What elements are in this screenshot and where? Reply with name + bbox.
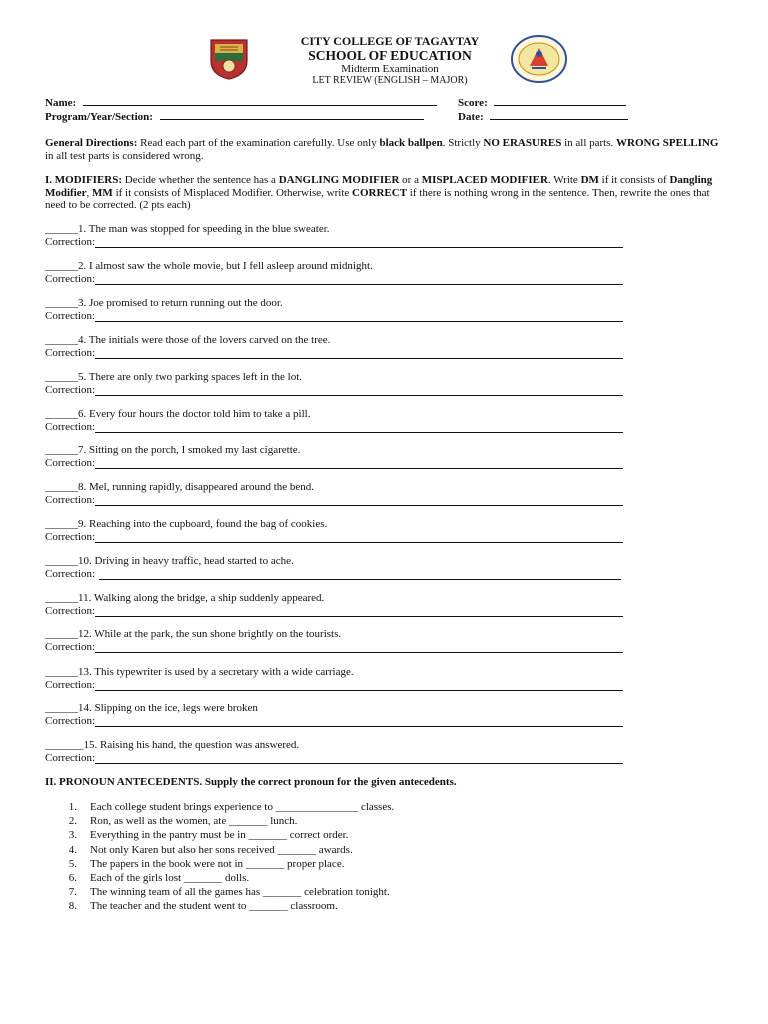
college-name: CITY COLLEGE OF TAGAYTAY	[300, 34, 480, 48]
correction-row	[45, 457, 645, 470]
date-label: Date:	[458, 111, 484, 123]
item-question: ______3. Joe promised to return running out the door.	[45, 297, 283, 309]
item-question: ______10. Driving in heavy traffic, head started to ache.	[45, 555, 294, 567]
modifier-item	[45, 444, 645, 469]
modifier-item	[45, 555, 645, 580]
program-field[interactable]	[160, 110, 424, 120]
pronoun-item	[45, 800, 645, 814]
pronoun-item	[45, 857, 645, 871]
correction-line[interactable]	[95, 275, 623, 285]
correction-label: Correction:	[45, 714, 96, 727]
pronoun-item	[45, 871, 645, 885]
pronoun-item-text: Each college student brings experience to _______________ classes.	[90, 801, 395, 813]
pronoun-item-number: 2.	[68, 815, 77, 828]
document-header	[230, 34, 550, 87]
correction-label: Correction:	[45, 567, 96, 580]
pronoun-item-number: 6.	[68, 872, 77, 885]
name-row	[45, 96, 437, 110]
pronoun-item	[45, 885, 645, 899]
directions-bold-2: NO ERASURES	[483, 137, 562, 149]
correction-row	[45, 273, 645, 286]
s1-text-5: ,	[86, 186, 93, 199]
pronoun-item-number: 1.	[68, 801, 77, 813]
modifier-item	[45, 702, 645, 727]
correction-row	[45, 421, 645, 434]
correction-row	[45, 494, 645, 507]
correction-row	[45, 679, 645, 692]
modifier-item	[45, 666, 645, 691]
correction-row	[45, 752, 645, 765]
pronoun-item-text: The winning team of all the games has _______ celebration tonight.	[90, 886, 390, 899]
correction-line[interactable]	[99, 570, 621, 580]
school-name: SCHOOL OF EDUCATION	[308, 48, 472, 63]
modifier-item	[45, 481, 645, 506]
correction-label: Correction:	[45, 346, 96, 359]
correction-line[interactable]	[95, 459, 623, 469]
name-field[interactable]	[83, 96, 437, 106]
item-question: ______5. There are only two parking spaces left in the lot.	[45, 371, 303, 383]
correction-label: Correction:	[45, 309, 96, 322]
modifier-item	[45, 297, 645, 322]
correction-row	[45, 605, 645, 618]
s1-text-6: if it consists of Misplaced Modifier. Otherwise, write	[112, 186, 353, 199]
correction-row	[45, 310, 645, 323]
pronoun-item-number: 3.	[68, 829, 77, 842]
pronoun-item-number: 5.	[68, 857, 77, 870]
modifier-item	[45, 223, 645, 248]
pronoun-item-text: Everything in the pantry must be in _______ correct order.	[90, 829, 349, 842]
item-question: ______8. Mel, running rapidly, disappeared around the bend.	[45, 481, 315, 493]
s1-bold-4: DM	[580, 174, 599, 186]
pronoun-item-text: Ron, as well as the women, ate _______ lunch.	[90, 815, 298, 828]
correction-label: Correction:	[45, 640, 96, 653]
directions-text-1: Read each part of the examination carefully. Use only	[137, 137, 380, 149]
correction-row	[45, 568, 645, 581]
item-question: ______13. This typewriter is used by a secretary with a wide carriage.	[45, 666, 354, 678]
correction-line[interactable]	[95, 423, 623, 433]
correction-row	[45, 641, 645, 654]
item-question: ______14. Slipping on the ice, legs were broken	[45, 702, 258, 714]
correction-row	[45, 236, 645, 249]
name-label: Name:	[45, 97, 77, 109]
correction-label: Correction:	[45, 751, 96, 764]
pronoun-item	[45, 899, 645, 913]
directions-text-2: . Strictly	[442, 137, 484, 149]
correction-label: Correction:	[45, 456, 96, 469]
section1-instructions	[45, 174, 725, 212]
pronoun-item	[45, 814, 645, 828]
modifier-item	[45, 518, 645, 543]
item-question: ______6. Every four hours the doctor told him to take a pill.	[45, 408, 311, 420]
correction-line[interactable]	[95, 386, 623, 396]
pronoun-item-number: 7.	[68, 886, 77, 899]
item-question: ______11. Walking along the bridge, a ship suddenly appeared.	[45, 592, 325, 604]
correction-line[interactable]	[95, 717, 623, 727]
pronoun-item-number: 8.	[68, 900, 77, 913]
correction-row	[45, 715, 645, 728]
pronoun-item-text: The teacher and the student went to _______ classroom.	[90, 900, 338, 913]
modifier-item	[45, 408, 645, 433]
directions-lead: General Directions:	[45, 137, 138, 149]
correction-row	[45, 347, 645, 360]
directions-text-4: in all test parts is considered wrong.	[45, 149, 204, 162]
s1-bold-5: Dangling Modifier	[45, 174, 713, 199]
correction-label: Correction:	[45, 420, 96, 433]
s1-bold-6: MM	[92, 186, 113, 199]
date-row	[458, 110, 628, 124]
exam-title: Midterm Examination	[341, 63, 439, 75]
item-question: ______12. While at the park, the sun shone brightly on the tourists.	[45, 628, 342, 640]
correction-label: Correction:	[45, 530, 96, 543]
s1-text-1: Decide whether the sentence has a	[122, 174, 279, 186]
correction-label: Correction:	[45, 604, 96, 617]
correction-label: Correction:	[45, 272, 96, 285]
pronoun-item	[45, 843, 645, 857]
pronoun-item	[45, 828, 645, 842]
item-question: ______1. The man was stopped for speeding in the blue sweater.	[45, 223, 330, 235]
pronoun-item-text: Not only Karen but also her sons received _______ awards.	[90, 843, 353, 856]
directions-text-3: in all parts.	[561, 137, 617, 149]
correction-line[interactable]	[95, 238, 623, 248]
correction-row	[45, 531, 645, 544]
correction-label: Correction:	[45, 383, 96, 396]
correction-line[interactable]	[95, 496, 623, 506]
s1-text-2: or a	[399, 174, 422, 186]
date-field[interactable]	[490, 110, 628, 120]
score-row	[458, 96, 626, 110]
directions-bold-1: black ballpen	[379, 137, 443, 149]
correction-row	[45, 384, 645, 397]
s1-text-4: if it consists of	[598, 174, 670, 186]
program-label: Program/Year/Section:	[45, 111, 153, 123]
item-question: ______4. The initials were those of the lovers carved on the tree.	[45, 334, 331, 346]
s1-bold-3: MISPLACED MODIFIER	[421, 174, 548, 186]
item-question: _______15. Raising his hand, the question was answered.	[45, 739, 300, 751]
correction-line[interactable]	[95, 533, 623, 543]
modifier-item	[45, 739, 645, 764]
score-label: Score:	[458, 97, 488, 109]
pronoun-item-text: The papers in the book were not in _______ proper place.	[90, 857, 345, 870]
modifier-item	[45, 628, 645, 653]
pronoun-item-text: Each of the girls lost _______ dolls.	[90, 872, 250, 885]
item-question: ______2. I almost saw the whole movie, but I fell asleep around midnight.	[45, 260, 373, 272]
correction-line[interactable]	[95, 312, 623, 322]
pronoun-list	[45, 800, 645, 914]
modifier-item	[45, 371, 645, 396]
s1-bold-7: CORRECT	[352, 186, 408, 199]
pronoun-item-number: 4.	[68, 843, 77, 856]
score-field[interactable]	[494, 96, 626, 106]
correction-label: Correction:	[45, 235, 96, 248]
program-row	[45, 110, 424, 124]
modifier-item	[45, 592, 645, 617]
correction-line[interactable]	[95, 607, 623, 617]
general-directions	[45, 137, 725, 162]
s1-text-7: if there is nothing wrong in the sentence. Then, rewrite the ones that need to be corrected. (2 pts each)	[45, 186, 710, 211]
s1-text-3: . Write	[547, 174, 581, 186]
directions-bold-3: WRONG SPELLING	[616, 137, 719, 149]
correction-line[interactable]	[95, 681, 623, 691]
modifier-item	[45, 334, 645, 359]
correction-line[interactable]	[95, 643, 623, 653]
s1-bold-1: I. MODIFIERS:	[45, 174, 123, 186]
s1-bold-2: DANGLING MODIFIER	[278, 174, 400, 186]
correction-line[interactable]	[95, 349, 623, 359]
correction-line[interactable]	[95, 754, 623, 764]
item-question: ______9. Reaching into the cupboard, found the bag of cookies.	[45, 518, 328, 530]
exam-subject: LET REVIEW (ENGLISH – MAJOR)	[312, 75, 468, 86]
correction-label: Correction:	[45, 678, 96, 691]
modifier-item	[45, 260, 645, 285]
correction-label: Correction:	[45, 493, 96, 506]
item-question: ______7. Sitting on the porch, I smoked my last cigarette.	[45, 444, 301, 456]
section2-title: II. PRONOUN ANTECEDENTS. Supply the correct pronoun for the given antecedents.	[45, 776, 457, 788]
